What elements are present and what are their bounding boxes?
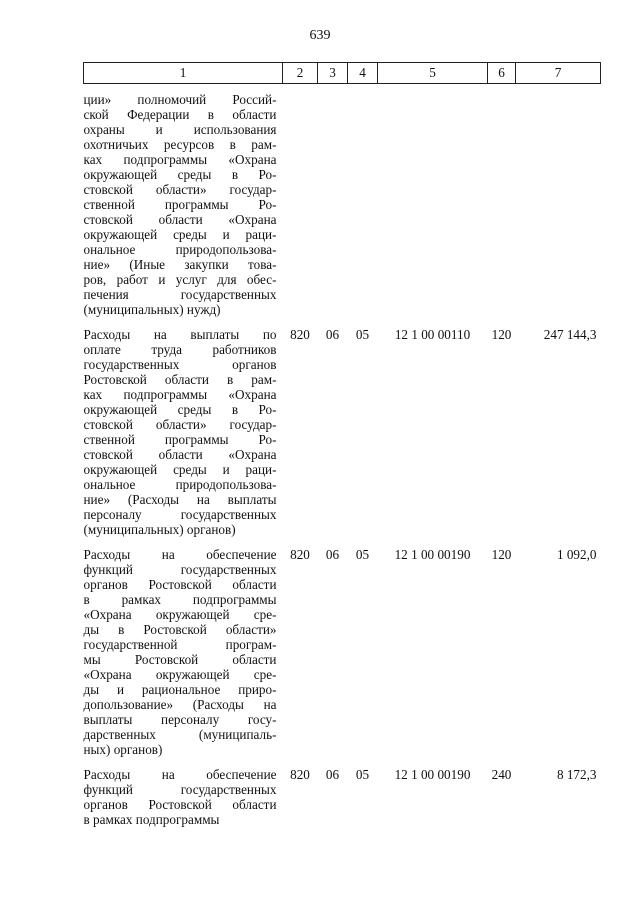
section-cell: 06 (325, 327, 340, 342)
description-line: ках подпрограммы «Охрана (83, 387, 277, 402)
expense-type-cell: 120 (491, 547, 512, 562)
description-line: допользование» (Расходы на (83, 697, 277, 712)
description-line: окружающей среды и раци- (83, 462, 277, 477)
description-line: государственных органов (83, 357, 277, 372)
expense-type-cell: 120 (491, 327, 512, 342)
description-line: стовской области» государ- (83, 417, 277, 432)
description-line: ональное природопользова- (83, 242, 277, 257)
amount-cell: 8 172,3 (556, 767, 597, 782)
column-header: 1 (84, 63, 283, 84)
column-header: 3 (318, 63, 348, 84)
code-cell: 820 (290, 327, 310, 342)
description-line: охраны и использования (83, 122, 277, 137)
description-line: ров, работ и услуг для обес- (83, 272, 277, 287)
description-cell (84, 317, 283, 537)
description-line: стовской области «Охрана (83, 212, 277, 227)
amount-cell: 1 092,0 (556, 547, 597, 562)
code-cell (283, 84, 318, 318)
description-line: ственной программы Ро- (83, 197, 277, 212)
page-number: 639 (309, 28, 331, 43)
column-header: 6 (488, 63, 516, 84)
subsection-cell: 05 (355, 547, 370, 562)
description-line: ственной программы Ро- (83, 432, 277, 447)
description-line: окружающей среды в Ро- (83, 167, 277, 182)
description-line: стовской области» государ- (83, 182, 277, 197)
table-body (84, 84, 601, 828)
target-article-cell: 12 1 00 00190 (394, 547, 471, 562)
table-row (84, 84, 601, 318)
column-header: 5 (378, 63, 488, 84)
description-line: органов Ростовской области (83, 577, 277, 592)
target-article-cell: 12 1 00 00110 (394, 327, 471, 342)
description-line: ональное природопользова- (83, 477, 277, 492)
description-line: государственной програм- (83, 637, 277, 652)
subsection-cell (348, 84, 378, 318)
table-row (84, 537, 601, 757)
description-line: окружающей среды в Ро- (83, 402, 277, 417)
description-line: мы Ростовской области (83, 652, 277, 667)
description-line: ции» полномочий Россий- (83, 92, 277, 107)
description-cell (84, 757, 283, 827)
description-cell (84, 84, 283, 318)
description-line: функций государственных (83, 562, 277, 577)
expense-type-cell (488, 84, 516, 318)
section-cell: 06 (325, 767, 340, 782)
description-line: функций государственных (83, 782, 277, 797)
description-line: «Охрана окружающей сре- (83, 667, 277, 682)
table-row (84, 757, 601, 827)
description-line: «Охрана окружающей сре- (83, 607, 277, 622)
description-line: ды и рациональное приро- (83, 682, 277, 697)
description-line: Ростовской области в рам- (83, 372, 277, 387)
description-line: (муниципальных) нужд) (83, 302, 221, 317)
description-line: в рамках подпрограммы (83, 812, 220, 827)
description-line: окружающей среды и раци- (83, 227, 277, 242)
amount-cell: 247 144,3 (543, 327, 597, 342)
table-header-row (84, 63, 601, 84)
description-line: органов Ростовской области (83, 797, 277, 812)
column-header: 2 (283, 63, 318, 84)
description-line: выплаты персоналу госу- (83, 712, 277, 727)
column-header: 7 (516, 63, 601, 84)
amount-cell (516, 84, 601, 318)
expense-type-cell: 240 (491, 767, 512, 782)
description-line: ках подпрограммы «Охрана (83, 152, 277, 167)
section-cell (318, 84, 348, 318)
target-article-cell (378, 84, 488, 318)
description-line: Расходы на обеспечение (83, 547, 277, 562)
description-line: дарственных (муниципаль- (83, 727, 277, 742)
subsection-cell: 05 (355, 767, 370, 782)
description-line: печения государственных (83, 287, 277, 302)
description-line: Расходы на выплаты по (83, 327, 277, 342)
description-line: персоналу государственных (83, 507, 277, 522)
description-line: ды в Ростовской области» (83, 622, 277, 637)
description-line: ние» (Расходы на выплаты (83, 492, 277, 507)
description-line: (муниципальных) органов) (83, 522, 236, 537)
description-line: стовской области «Охрана (83, 447, 277, 462)
section-cell: 06 (325, 547, 340, 562)
description-line: ской Федерации в области (83, 107, 277, 122)
description-line: оплате труда работников (83, 342, 277, 357)
description-line: ных) органов) (83, 742, 163, 757)
target-article-cell: 12 1 00 00190 (394, 767, 471, 782)
description-line: в рамках подпрограммы (83, 592, 277, 607)
code-cell: 820 (290, 547, 310, 562)
description-line: ние» (Иные закупки това- (83, 257, 277, 272)
column-header: 4 (348, 63, 378, 84)
table-row (84, 317, 601, 537)
description-cell (84, 537, 283, 757)
description-line: Расходы на обеспечение (83, 767, 277, 782)
subsection-cell: 05 (355, 327, 370, 342)
code-cell: 820 (290, 767, 310, 782)
budget-table (83, 62, 601, 827)
description-line: охотничьих ресурсов в рам- (83, 137, 277, 152)
